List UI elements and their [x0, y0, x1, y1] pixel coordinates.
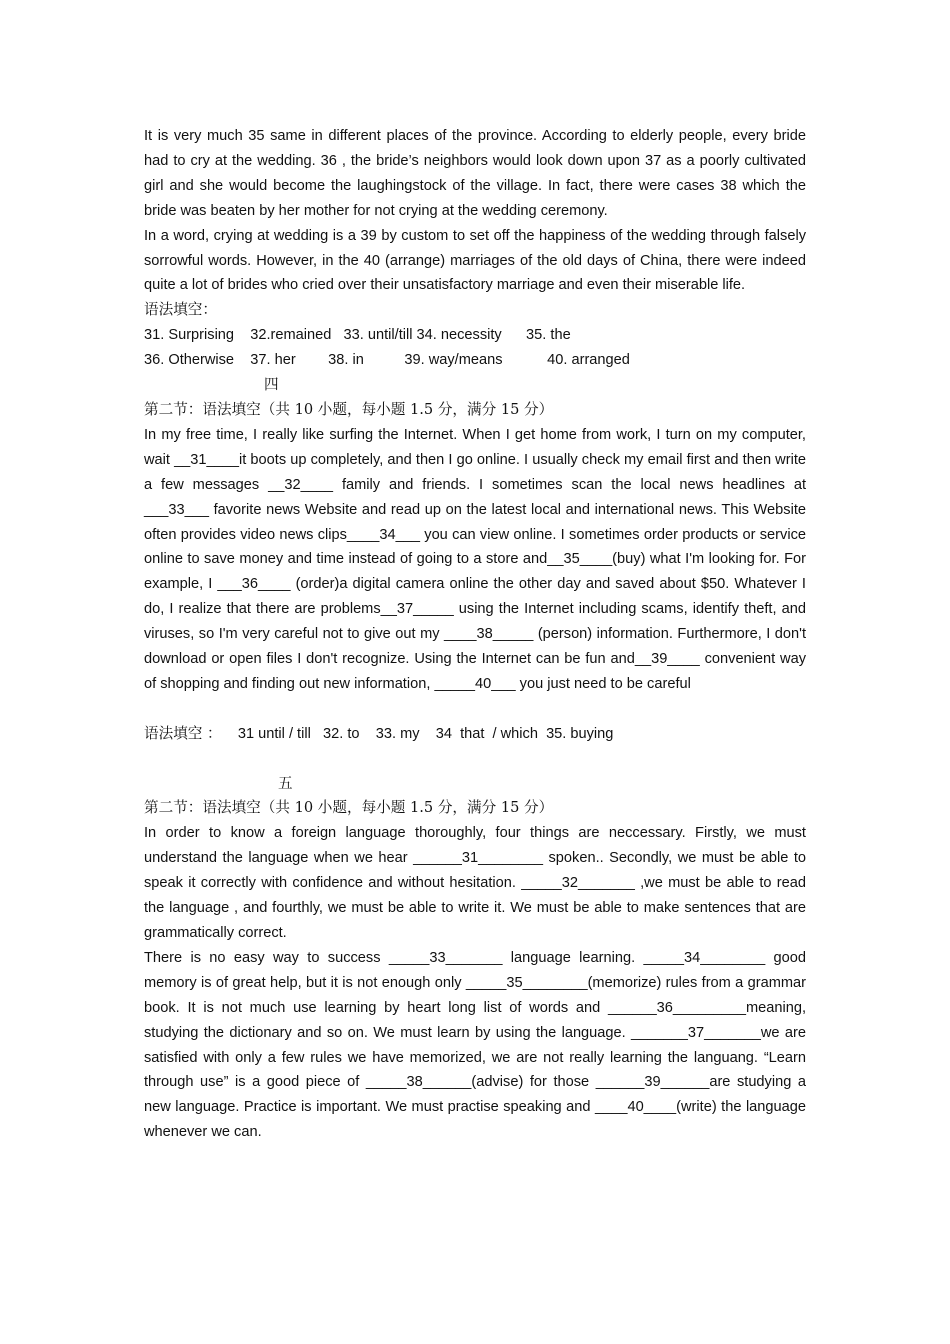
section4-number: 四 [264, 376, 279, 394]
section4-blank-line [144, 697, 806, 722]
section3-paragraph-2: In a word, crying at wedding is a 39 by custom to set off the happiness of the wedding through falsely sorrowful words. However, in the 40 (arrange) marriages of the old days of China, there were indeed quite a lot of brides who cried over their unsatisfactory marriage and even their miserable life. [144, 227, 806, 294]
section3-answers-line-2: 36. Otherwise 37. her 38. in 39. way/means 40. arranged [144, 352, 630, 369]
section5-heading: 第二节：语法填空（共 10 小题，每小题 1.5 分，满分 15 分） [144, 799, 554, 817]
section4-answers [144, 722, 806, 747]
section3-answers-line-1: 31. Surprising 32.remained 33. until/till 34. necessity 35. the [144, 327, 571, 344]
section5-blank-line [144, 747, 806, 772]
section4-answers-values: 31 until / till 32. to 33. my 34 that / which 35. buying [237, 725, 614, 742]
section5-number: 五 [278, 774, 293, 792]
document-page [144, 124, 806, 1145]
section4-heading: 第二节：语法填空（共 10 小题，每小题 1.5 分，满分 15 分） [144, 400, 554, 418]
section4-passage: In my free time, I really like surfing the Internet. When I get home from work, I turn on my computer, wait __31____it boots up completely, and then I go online. I usually check my email first and then write a few messages __32____ family and friends. I sometimes scan the local news headlines at ___33___ favorite news Website and read up on the latest local and international news. This Website often provides video news clips____34___ you can view online. I sometimes order products or service online to save money and time instead of going to a store and__35____(buy) what I'm looking for. For example, I ___36____ (order)a digital camera online the other day and saved about $50. Whatever I do, I realize that there are problems__37_____ using the Internet including scams, identify theft, and viruses, so I'm very careful not to give out my ____38_____ (person) information. Furthermore, I don't download or open files I don't recognize. Using the Internet can be fun and__39____ convenient way of shopping and finding out new information, _____40___ you just need to be careful [144, 426, 806, 692]
section5-paragraph-1: In order to know a foreign language thoroughly, four things are neccessary. Firstly, we must understand the language when we hear ______31________ spoken.. Secondly, we must be able to speak it correctly with confidence and without hesitation. _____32_______ ,we must be able to read the language , and fourthly, we must be able to write it. We must be able to make sentences that are grammatically correct. [144, 825, 806, 941]
section4-answers-label: 语法填空 ： [144, 724, 222, 742]
section5-paragraph-2: There is no easy way to success _____33_______ language learning. _____34________ good memory is of great help, but it is not enough only _____35________(memorize) rules from a grammar book. It is not much use learning by heart long list of words and ______36_________meaning, studying the dictionary and so on. We must learn by using the language. _______37_______we are satisfied with only a few rules we have memorized, we are not really learning the languang. “Learn through use” is a good piece of _____38______(advise) for those ______39______are studying a new language. Practice is important. We must practise speaking and ____40____(write) the language whenever we can. [144, 949, 806, 1141]
section3-answers-title: 语法填空： [144, 301, 217, 319]
section3-paragraph-1: It is very much 35 same in different places of the province. According to elderly people, every bride had to cry at the wedding. 36 , the bride’s neighbors would look down upon 37 as a poorly cultivated girl and she would become the laughingstock of the village. In fact, there were cases 38 which the bride was beaten by her mother for not crying at the wedding ceremony. [144, 128, 806, 219]
